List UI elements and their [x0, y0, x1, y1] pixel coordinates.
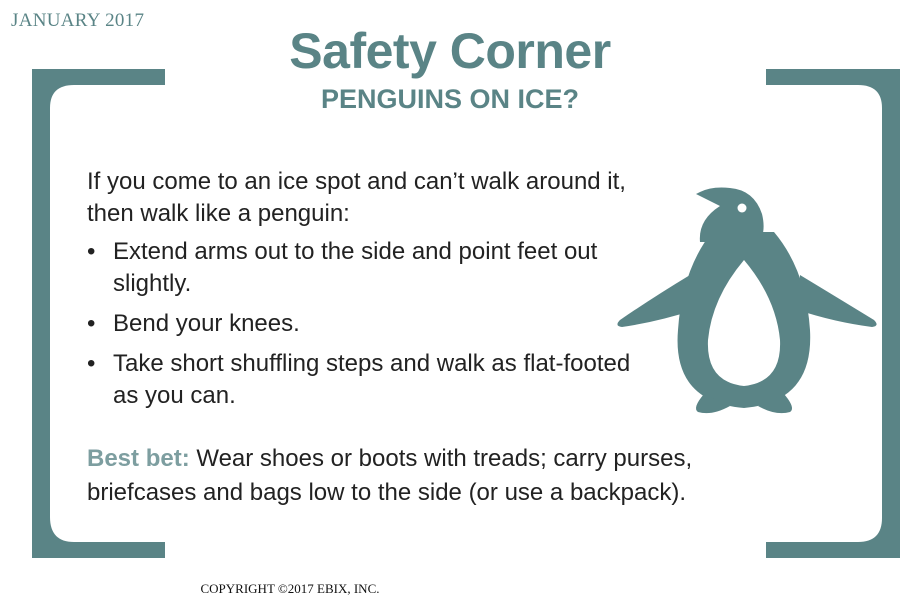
list-item: • Bend your knees.: [87, 308, 647, 340]
page-subtitle: PENGUINS ON ICE?: [320, 84, 580, 114]
copyright: COPYRIGHT ©2017 EBIX, INC.: [200, 581, 380, 596]
penguin-eye: [738, 204, 747, 213]
instructions: [87, 166, 647, 420]
best-bet-text: Wear shoes or boots with treads; carry purses, briefcases and bags low to the side (or use a backpack).: [87, 445, 693, 506]
bullet-icon: •: [87, 310, 96, 337]
issue-date: JANUARY 2017: [11, 10, 145, 31]
page-title: Safety Corner: [289, 23, 611, 79]
best-bet: [87, 442, 727, 510]
bullet-icon: •: [87, 350, 96, 377]
list-item: • Take short shuffling steps and walk as flat-footed as you can.: [87, 350, 631, 409]
list-item: • Extend arms out to the side and point feet out slightly.: [87, 238, 598, 297]
bullet-list: [87, 236, 647, 412]
intro-text: If you come to an ice spot and can’t walk around it, then walk like a penguin:: [87, 168, 626, 227]
penguin-icon: [612, 180, 882, 425]
bullet-icon: •: [87, 238, 96, 265]
best-bet-label: Best bet:: [87, 445, 190, 472]
